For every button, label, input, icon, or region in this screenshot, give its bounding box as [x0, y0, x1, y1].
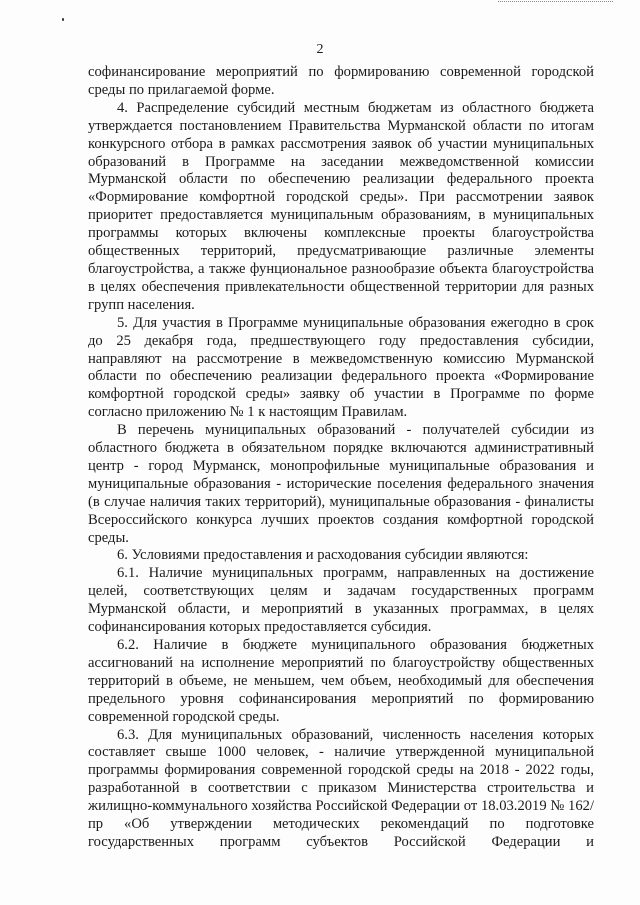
- page-number: 2: [316, 42, 324, 57]
- paragraph-continuation: софинансирование мероприятий по формированию современной городской среды по прилагаемой форме.: [88, 64, 594, 98]
- paragraph-item-6: 6. Условиями предоставления и расходования субсидии являются:: [117, 547, 529, 564]
- paragraph-item-6-2: 6.2. Наличие в бюджете муниципального образования бюджетных ассигнований на исполнение мероприятий по благоустройству общественных территорий в объеме, не меньшем, чем объем, необходимый для обеспечения предельного уровня софинансирования мероприятий по формированию современной городской среды.: [88, 637, 594, 725]
- paragraph-item-5: 5. Для участия в Программе муниципальные образования ежегодно в срок до 25 декабря года, предшествующего году предоставления субсидии, направляют на рассмотрение в межведомственную комиссию Мурманской области по обеспечению реализации федерального проекта «Формирование комфортной городской среды» заявку об участии в Программе по форме согласно приложению № 1 к настоящим Правилам.: [88, 314, 594, 421]
- scan-edge-mark: [498, 1, 613, 3]
- paragraph-item-6-3: 6.3. Для муниципальных образований, численность населения которых составляет свыше 1000 человек, - наличие утвержденной муниципальной программы формирования современной городской среды на 2018 - 2022 годы, разработанной в соответствии с приказом Министерства строительства и жилищно-коммунального хозяйства Российской Федерации от 18.03.2019 № 162/пр «Об утверждении методических рекомендаций по подготовке государственных программ субъектов Российской Федерации и: [88, 726, 594, 850]
- paragraph-item-6-1: 6.1. Наличие муниципальных программ, направленных на достижение целей, соответствующих целям и задачам государственных программ Мурманской области, и мероприятий в указанных программах, в целях софинансирования которых предоставляется субсидия.: [88, 565, 594, 636]
- paragraph-recipients-list: В перечень муниципальных образований - получателей субсидии из областного бюджета в обязательном порядке включаются административный центр - город Мурманск, монопрофильные муниципальные образования и муниципальные образования - исторические поселения федерального значения (в случае наличия таких территорий), муниципальные образования - финалисты Всероссийского конкурса лучших проектов создания комфортной городской среды.: [88, 422, 594, 546]
- scan-speck: [62, 18, 64, 21]
- document-body: [88, 64, 594, 852]
- paragraph-item-4: 4. Распределение субсидий местным бюджетам из областного бюджета утверждается постановлением Правительства Мурманской области по итогам конкурсного отбора в рамках рассмотрения заявок об участии муниципальных образований в Программе на заседании межведомственной комиссии Мурманской области по обеспечению реализации федерального проекта «Формирование комфортной городской среды». При рассмотрении заявок приоритет предоставляется муниципальным образованиям, в муниципальных программы которых включены комплексные проекты благоустройства общественных территорий, предусматривающие различные элементы благоустройства, а также фунциональное разнообразие объекта благоустройства в целях обеспечения привлекательности общественной территории для разных групп населения.: [88, 99, 594, 313]
